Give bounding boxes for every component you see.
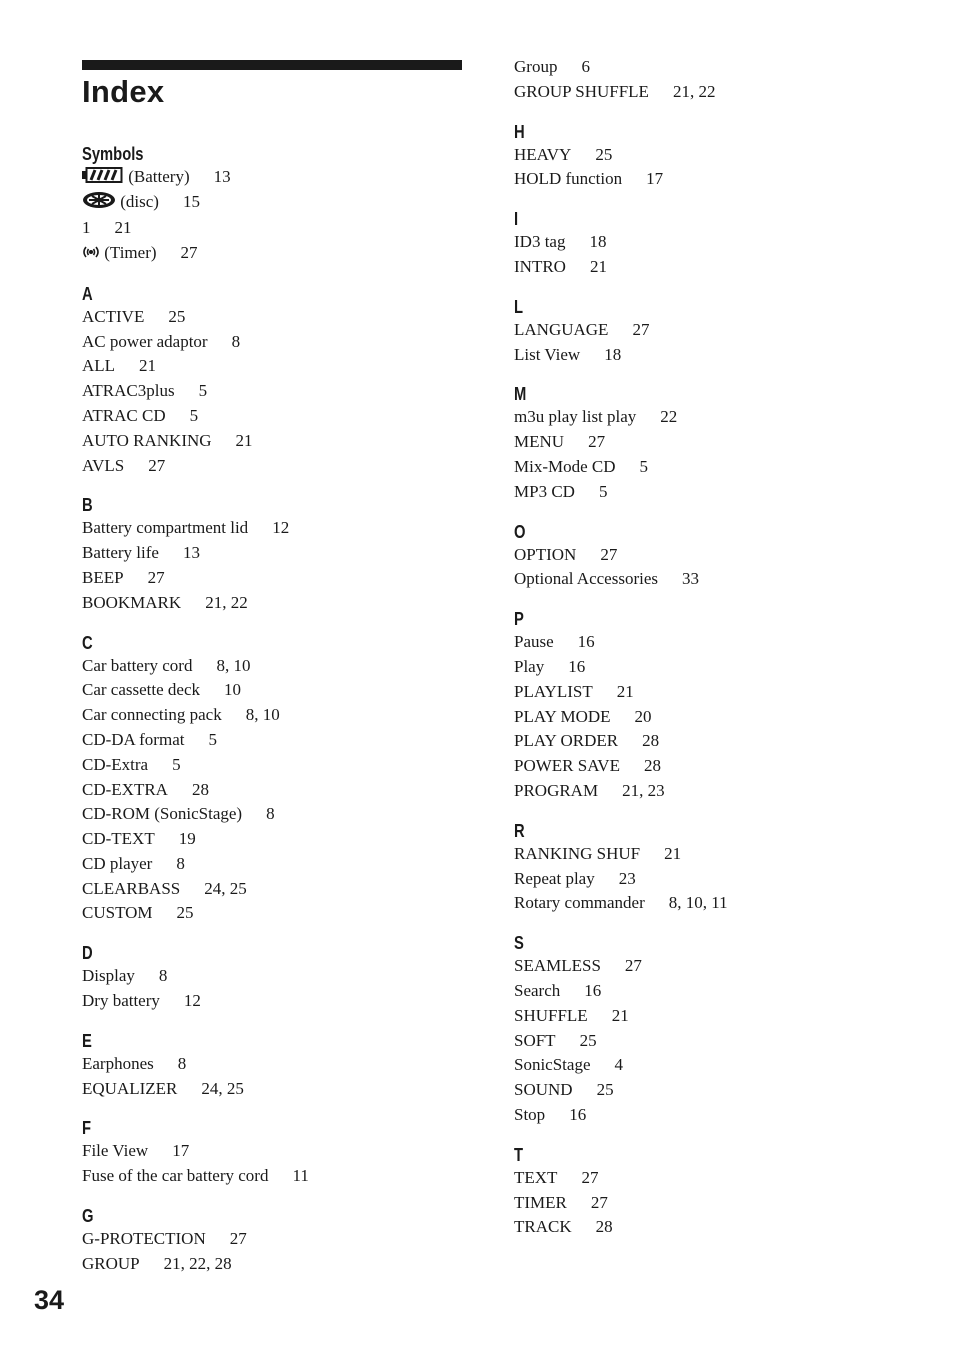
section-spacer [82, 1101, 482, 1115]
index-page-ref: 15 [182, 192, 200, 212]
index-term: Repeat play [514, 868, 595, 888]
index-page-ref: 25 [168, 306, 186, 326]
section-spacer [514, 280, 914, 294]
index-page-ref: 24, 25 [201, 1078, 244, 1098]
index-entry [514, 891, 914, 916]
index-entry [82, 877, 482, 902]
index-term: PLAY MODE [514, 706, 611, 726]
index-entry [82, 516, 482, 541]
index-section-i [514, 192, 914, 280]
section-spacer [514, 367, 914, 381]
index-term: BOOKMARK [82, 592, 182, 612]
index-page-ref: 21 [139, 356, 157, 376]
index-term: ID3 tag [514, 232, 566, 252]
index-page-ref: 11 [292, 1166, 309, 1186]
index-entry [514, 430, 914, 455]
index-page-ref: 27 [590, 1192, 608, 1212]
index-entry [514, 1004, 914, 1029]
index-entry [514, 630, 914, 655]
index-term: CUSTOM [82, 903, 153, 923]
index-term: Dry battery [82, 991, 160, 1011]
index-term: Pause [514, 632, 554, 652]
section-heading: I [514, 209, 519, 230]
section-heading: Symbols [82, 144, 144, 164]
index-term: HOLD function [514, 169, 623, 189]
index-term: ALL [82, 356, 116, 376]
index-section-p [514, 592, 914, 804]
index-entry [82, 778, 482, 803]
section-spacer [82, 616, 482, 630]
index-page-ref: 21 [235, 430, 253, 450]
index-entry [82, 404, 482, 429]
index-entry [514, 405, 914, 430]
index-page-ref: 20 [634, 706, 652, 726]
index-page-ref: 18 [589, 232, 607, 252]
index-term: SonicStage [514, 1055, 591, 1075]
index-page-ref: 25 [176, 903, 194, 923]
index-page-ref: 17 [172, 1141, 190, 1161]
index-term: SHUFFLE [514, 1005, 588, 1025]
index-page-ref: 12 [272, 518, 290, 538]
index-term: AC power adaptor [82, 331, 208, 351]
index-entry [514, 143, 914, 168]
index-term: Earphones [82, 1053, 154, 1073]
index-term: POWER SAVE [514, 756, 620, 776]
index-column-right [514, 55, 914, 1240]
index-entry [514, 655, 914, 680]
index-page-ref: 5 [172, 754, 181, 774]
index-term: SOUND [514, 1080, 573, 1100]
index-page-ref: 16 [577, 632, 595, 652]
index-page-ref: 27 [180, 243, 198, 263]
index-term: PLAY ORDER [514, 731, 619, 751]
index-entry [82, 1227, 482, 1252]
index-section-b [82, 478, 482, 615]
index-section-symbols [82, 141, 482, 267]
index-entry [82, 703, 482, 728]
index-page-ref: 18 [604, 344, 622, 364]
index-term: Group [514, 57, 558, 76]
index-term: Car connecting pack [82, 705, 222, 725]
index-page-ref: 13 [182, 543, 200, 563]
section-spacer [514, 505, 914, 519]
index-page-ref: 8 [177, 1053, 187, 1073]
index-entry [82, 753, 482, 778]
index-entry [82, 541, 482, 566]
index-entry [514, 842, 914, 867]
index-term: Rotary commander [514, 893, 645, 913]
index-term: TEXT [514, 1167, 558, 1187]
section-spacer [514, 592, 914, 606]
index-term: INTRO [514, 256, 566, 276]
index-term: ATRAC3plus [82, 381, 175, 401]
section-spacer [514, 1128, 914, 1142]
index-section-s [514, 916, 914, 1128]
index-entry [82, 1077, 482, 1102]
index-entry [82, 354, 482, 379]
index-entry [82, 989, 482, 1014]
index-term: List View [514, 344, 581, 364]
index-page-ref: 8 [231, 331, 241, 351]
index-term: GROUP [82, 1253, 140, 1273]
index-entry [514, 55, 914, 80]
index-page-ref: 16 [568, 656, 586, 676]
index-term: PLAYLIST [514, 681, 593, 701]
index-term: (Battery) [128, 167, 190, 186]
timer-icon [82, 242, 100, 267]
index-entry [82, 566, 482, 591]
index-entry [514, 1166, 914, 1191]
section-heading: A [82, 283, 93, 304]
index-term: CD-TEXT [82, 829, 155, 849]
index-entry [82, 901, 482, 926]
index-term: Fuse of the car battery cord [82, 1166, 269, 1186]
index-term: Battery life [82, 543, 159, 563]
index-term: LANGUAGE [514, 319, 609, 339]
index-term: Optional Accessories [514, 569, 658, 589]
index-page-ref: 27 [147, 567, 165, 587]
index-entry [82, 964, 482, 989]
index-term: Car battery cord [82, 655, 193, 675]
section-heading: R [514, 820, 525, 841]
title-rule [82, 60, 462, 70]
index-entry [82, 454, 482, 479]
section-heading: O [514, 521, 526, 542]
index-page-ref: 27 [588, 432, 606, 452]
index-entry [82, 241, 482, 266]
index-page-ref: 19 [178, 829, 196, 849]
index-term: 1 [82, 218, 91, 238]
section-heading: C [82, 632, 93, 653]
index-term: CD-ROM (SonicStage) [82, 804, 243, 824]
index-term: SEAMLESS [514, 956, 601, 976]
page-number: 34 [34, 1285, 65, 1315]
index-entry [514, 343, 914, 368]
index-term: (Timer) [104, 243, 157, 263]
index-entry [514, 480, 914, 505]
index-entry [514, 1215, 914, 1240]
index-entry [514, 318, 914, 343]
section-heading: E [82, 1030, 92, 1051]
index-page-ref: 21, 22 [205, 592, 248, 612]
index-entry [514, 705, 914, 730]
index-entry [514, 1191, 914, 1216]
index-entry [514, 567, 914, 592]
section-heading: M [514, 384, 527, 405]
index-entry [82, 379, 482, 404]
index-page-ref: 22 [660, 407, 678, 427]
index-section-m [514, 367, 914, 504]
section-heading: S [514, 933, 524, 954]
section-spacer [82, 926, 482, 940]
section-spacer [514, 192, 914, 206]
index-term: Mix-Mode CD [514, 456, 616, 476]
disc-icon [82, 191, 116, 217]
index-page-ref: 4 [614, 1055, 623, 1075]
index-entry [514, 255, 914, 280]
index-section-t [514, 1128, 914, 1240]
section-heading: F [82, 1118, 92, 1139]
index-term: TIMER [514, 1192, 567, 1212]
index-entry [82, 216, 482, 241]
index-page-ref: 13 [213, 167, 231, 186]
index-entry [514, 979, 914, 1004]
index-page-ref: 6 [581, 57, 590, 76]
section-heading: L [514, 296, 524, 317]
index-section-continued [514, 55, 914, 105]
index-entry [82, 591, 482, 616]
index-term: MP3 CD [514, 481, 575, 501]
index-entry [514, 1103, 914, 1128]
index-section-a [82, 267, 482, 479]
index-page-ref: 27 [624, 956, 642, 976]
index-page-ref: 17 [646, 169, 664, 189]
index-entry [514, 729, 914, 754]
index-entry [82, 827, 482, 852]
index-term: Car cassette deck [82, 680, 200, 700]
index-section-e [82, 1014, 482, 1102]
index-page-ref: 28 [191, 779, 209, 799]
index-entry [82, 305, 482, 330]
index-section-c [82, 616, 482, 927]
index-page-ref: 28 [642, 731, 660, 751]
index-page-ref: 21, 22 [672, 81, 716, 101]
index-section-f [82, 1101, 482, 1189]
index-entry [514, 1078, 914, 1103]
index-page-ref: 5 [198, 381, 208, 401]
index-term: MENU [514, 432, 565, 452]
index-page-ref: 28 [643, 756, 661, 776]
index-term: Battery compartment lid [82, 518, 249, 538]
index-section-d [82, 926, 482, 1014]
index-section-l [514, 280, 914, 368]
index-page-ref: 27 [148, 455, 166, 475]
index-entry [514, 680, 914, 705]
index-page-ref: 16 [569, 1104, 587, 1124]
index-term: CD-DA format [82, 729, 185, 749]
index-entry [514, 1053, 914, 1078]
index-entry [514, 867, 914, 892]
index-entry [514, 167, 914, 192]
section-spacer [514, 105, 914, 119]
index-term: Stop [514, 1104, 546, 1124]
index-page-ref: 28 [595, 1217, 613, 1237]
index-term: ATRAC CD [82, 405, 166, 425]
index-term: CD-EXTRA [82, 779, 168, 799]
index-entry [82, 654, 482, 679]
index-term: File View [82, 1141, 149, 1161]
index-page-ref: 8, 10, 11 [668, 893, 728, 913]
index-entry [82, 678, 482, 703]
index-entry [514, 754, 914, 779]
index-term: CLEARBASS [82, 878, 181, 898]
index-term: GROUP SHUFFLE [514, 81, 649, 101]
index-term: CD-Extra [82, 754, 149, 774]
index-entry [82, 1164, 482, 1189]
index-term: m3u play list play [514, 407, 637, 427]
index-term: EQUALIZER [82, 1078, 178, 1098]
index-page-ref: 25 [596, 1080, 614, 1100]
index-page-ref: 27 [632, 319, 650, 339]
section-heading: T [514, 1144, 524, 1165]
section-heading: B [82, 495, 93, 516]
index-entry [82, 429, 482, 454]
index-section-h [514, 105, 914, 193]
index-term: TRACK [514, 1217, 572, 1237]
index-page-ref: 5 [208, 729, 217, 749]
index-page-ref: 21 [611, 1005, 629, 1025]
index-page-ref: 25 [595, 144, 613, 164]
index-term: AVLS [82, 455, 125, 475]
index-term: AUTO RANKING [82, 430, 212, 450]
index-entry [82, 330, 482, 355]
section-spacer [82, 267, 482, 281]
index-term: Search [514, 980, 561, 1000]
index-page-ref: 21 [664, 843, 682, 863]
index-entry [514, 230, 914, 255]
index-section-r [514, 804, 914, 916]
index-entry [514, 954, 914, 979]
index-page-ref: 8, 10 [216, 655, 251, 675]
index-term: RANKING SHUF [514, 843, 641, 863]
index-term: (disc) [120, 192, 159, 212]
index-page-ref: 21 [589, 256, 607, 276]
index-term: G-PROTECTION [82, 1229, 206, 1249]
index-page-ref: 21, 23 [622, 780, 665, 800]
section-heading: P [514, 609, 524, 630]
index-page-ref: 5 [639, 456, 649, 476]
index-term: SOFT [514, 1030, 556, 1050]
index-page-ref: 24, 25 [204, 878, 247, 898]
index-page-ref: 21, 22, 28 [163, 1253, 232, 1273]
index-page-ref: 10 [224, 680, 241, 700]
index-term: Display [82, 966, 135, 986]
index-page-ref: 16 [584, 980, 602, 1000]
index-term: OPTION [514, 544, 577, 564]
section-spacer [514, 916, 914, 930]
index-section-g [82, 1189, 482, 1277]
index-entry [82, 1252, 482, 1277]
index-entry [82, 1052, 482, 1077]
index-entry [514, 543, 914, 568]
index-page-ref: 27 [581, 1167, 599, 1187]
index-page-ref: 8 [158, 966, 168, 986]
index-term: Play [514, 656, 545, 676]
battery-icon [82, 166, 124, 191]
index-page-ref: 12 [183, 991, 201, 1011]
index-page-ref: 27 [600, 544, 618, 564]
index-term: HEAVY [514, 144, 572, 164]
index-entry [514, 779, 914, 804]
index-page-ref: 8 [266, 804, 275, 824]
index-column-left [82, 141, 482, 1277]
section-spacer [514, 804, 914, 818]
index-page-ref: 5 [189, 405, 199, 425]
section-spacer [82, 1189, 482, 1203]
index-page-ref: 8 [176, 853, 185, 873]
index-page-ref: 21 [114, 218, 132, 238]
index-page-ref: 21 [616, 681, 634, 701]
index-section-o [514, 505, 914, 593]
index-entry [82, 165, 482, 190]
index-entry [82, 802, 482, 827]
index-page-ref: 8, 10 [245, 705, 280, 725]
index-term: PROGRAM [514, 780, 599, 800]
index-page-ref: 25 [579, 1030, 597, 1050]
index-entry [82, 1139, 482, 1164]
index-term: CD player [82, 853, 153, 873]
section-heading: G [82, 1206, 94, 1227]
section-spacer [82, 478, 482, 492]
index-page-ref: 33 [682, 569, 699, 589]
index-entry [82, 728, 482, 753]
index-term: BEEP [82, 567, 124, 587]
index-entry [514, 1029, 914, 1054]
section-spacer [82, 1014, 482, 1028]
section-heading: D [82, 943, 93, 964]
index-entry [514, 455, 914, 480]
index-entry [82, 852, 482, 877]
page-title: Index [82, 74, 165, 109]
index-page-ref: 5 [598, 481, 608, 501]
index-page-ref: 27 [229, 1229, 247, 1249]
index-page-ref: 23 [618, 868, 636, 888]
index-term: ACTIVE [82, 306, 145, 326]
index-entry [82, 190, 482, 216]
section-heading: H [514, 121, 525, 142]
index-entry [514, 80, 914, 105]
